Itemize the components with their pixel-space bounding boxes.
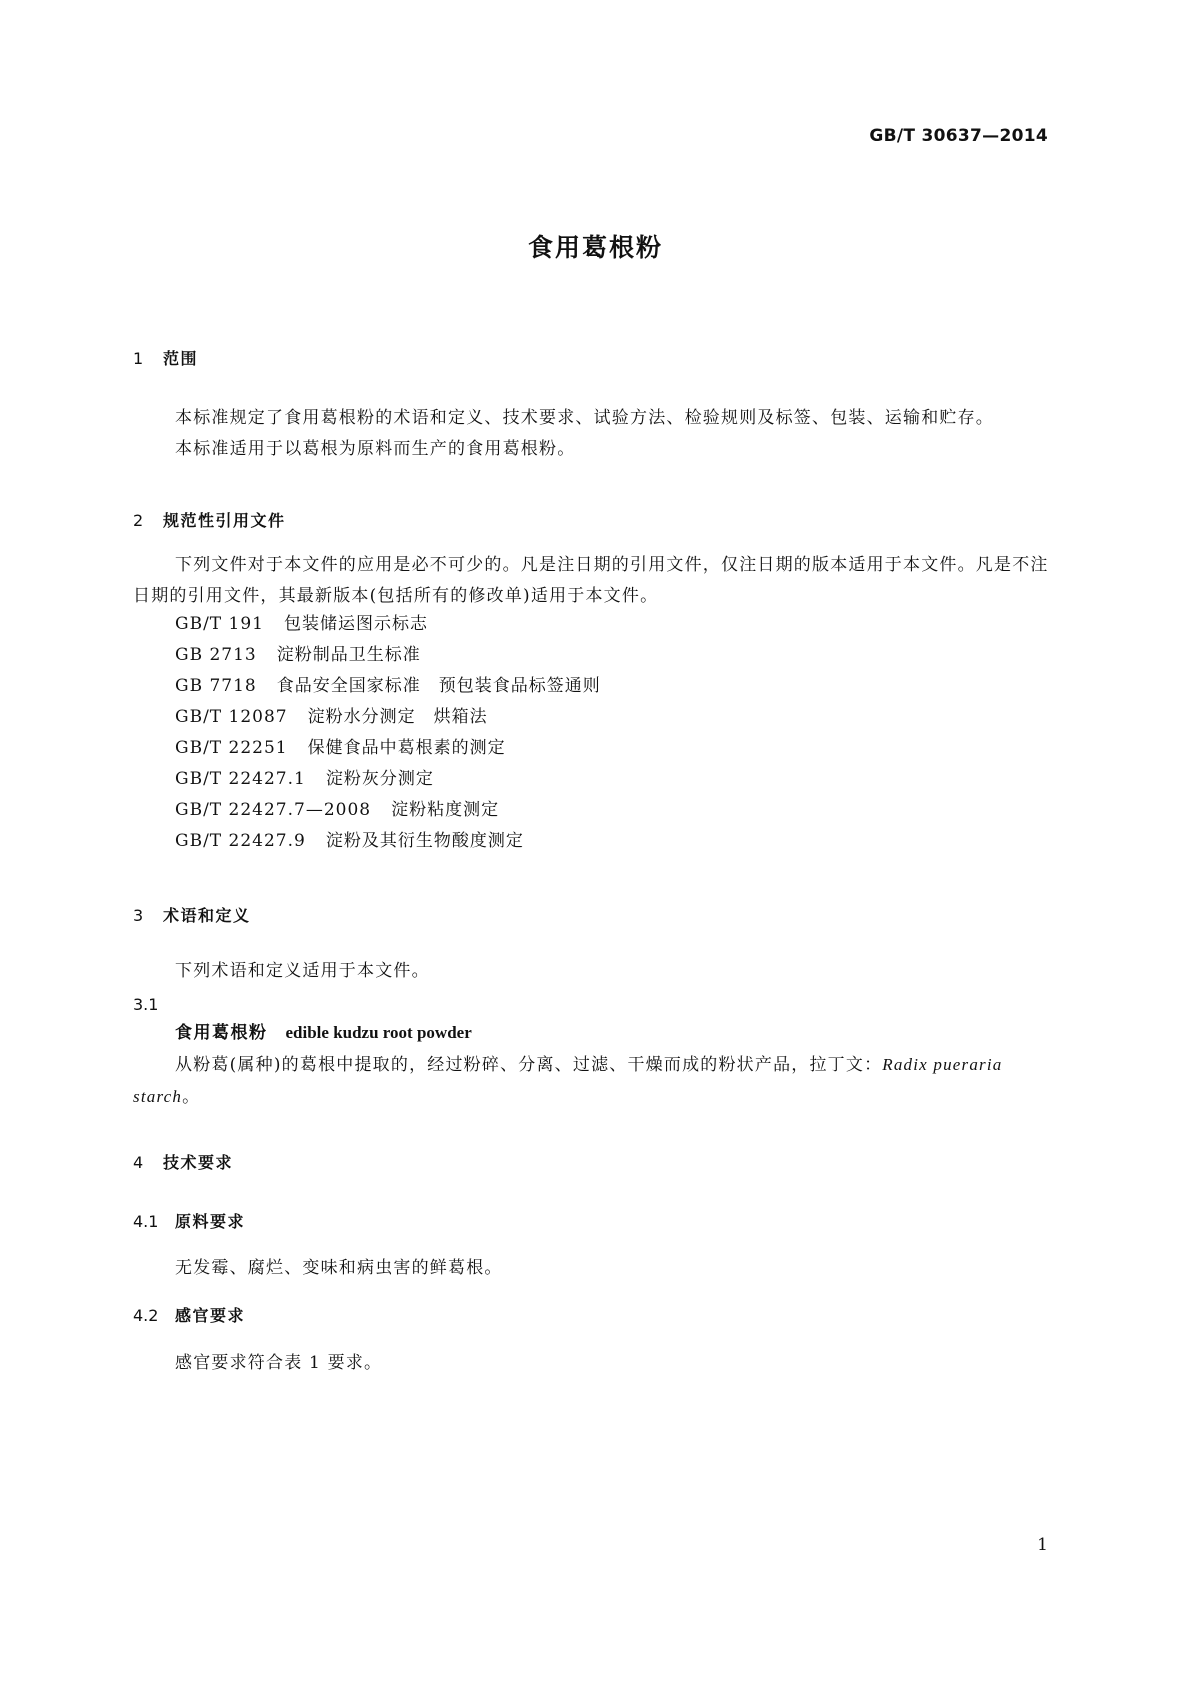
paragraph: 本标准适用于以葛根为原料而生产的食用葛根粉。: [175, 439, 576, 459]
reference-item: GB/T 191 包装储运图示标志: [175, 614, 428, 634]
subsection-4-1-body: [133, 1253, 1056, 1284]
section-number: 4: [133, 1153, 144, 1172]
term-chinese: 食用葛根粉: [175, 1023, 268, 1043]
subsection-title: 原料要求: [175, 1212, 246, 1231]
paragraph: 下列文件对于本文件的应用是必不可少的。凡是注日期的引用文件，仅注日期的版本适用于本文件。凡是不注日期的引用文件，其最新版本(包括所有的修改单)适用于本文件。: [133, 555, 1049, 606]
section-number: 2: [133, 511, 144, 530]
standard-number: GB/T 30637—2014: [869, 126, 1048, 146]
paragraph: 本标准规定了食用葛根粉的术语和定义、技术要求、试验方法、检验规则及标签、包装、运输和贮存。: [175, 408, 994, 428]
paragraph: 下列术语和定义适用于本文件。: [175, 961, 430, 981]
definition-text: 从粉葛(属种)的葛根中提取的，经过粉碎、分离、过滤、干燥而成的粉状产品，拉丁文：: [175, 1055, 883, 1075]
section-number: 1: [133, 349, 144, 368]
reference-item: GB/T 22427.7—2008 淀粉粘度测定: [175, 800, 500, 820]
page-number: 1: [1037, 1535, 1048, 1555]
reference-item: GB/T 22251 保健食品中葛根素的测定: [175, 738, 506, 758]
paragraph: 感官要求符合表 1 要求。: [175, 1353, 383, 1373]
clause-number: 3.1: [133, 995, 159, 1014]
term-definition: 从粉葛(属种)的葛根中提取的，经过粉碎、分离、过滤、干燥而成的粉状产品，拉丁文：Radix pueraria starch。: [133, 1055, 1003, 1107]
section-4-heading: [133, 1150, 233, 1173]
reference-item: GB 7718 食品安全国家标准 预包装食品标签通则: [175, 676, 601, 696]
subsection-title: 感官要求: [175, 1306, 246, 1325]
subsection-4-2-body: [133, 1348, 1056, 1379]
reference-item: GB/T 22427.1 淀粉灰分测定: [175, 769, 434, 789]
section-title: 范围: [163, 349, 199, 368]
section-2-intro: [133, 550, 1056, 612]
reference-item: GB/T 22427.9 淀粉及其衍生物酸度测定: [175, 831, 524, 851]
section-1-heading: [133, 346, 198, 369]
term-english: edible kudzu root powder: [285, 1023, 472, 1042]
reference-list: [175, 609, 601, 857]
section-3-intro: [133, 956, 1056, 987]
section-2-heading: [133, 508, 286, 531]
section-1-body: [133, 403, 1056, 465]
section-title: 规范性引用文件: [163, 511, 286, 530]
latin-name: Radix pueraria starch: [133, 1055, 1003, 1106]
section-3-heading: [133, 903, 251, 926]
reference-item: GB 2713 淀粉制品卫生标准: [175, 645, 421, 665]
section-title: 术语和定义: [163, 906, 251, 925]
term-entry: [175, 1018, 472, 1043]
subsection-4-2-heading: [133, 1303, 245, 1326]
subsection-4-1-heading: [133, 1209, 245, 1232]
subsection-number: 4.1: [133, 1212, 159, 1231]
reference-item: GB/T 12087 淀粉水分测定 烘箱法: [175, 707, 488, 727]
paragraph: 无发霉、腐烂、变味和病虫害的鲜葛根。: [175, 1258, 503, 1278]
section-title: 技术要求: [163, 1153, 234, 1172]
document-title: 食用葛根粉: [527, 233, 663, 262]
section-number: 3: [133, 906, 144, 925]
subsection-number: 4.2: [133, 1306, 159, 1325]
